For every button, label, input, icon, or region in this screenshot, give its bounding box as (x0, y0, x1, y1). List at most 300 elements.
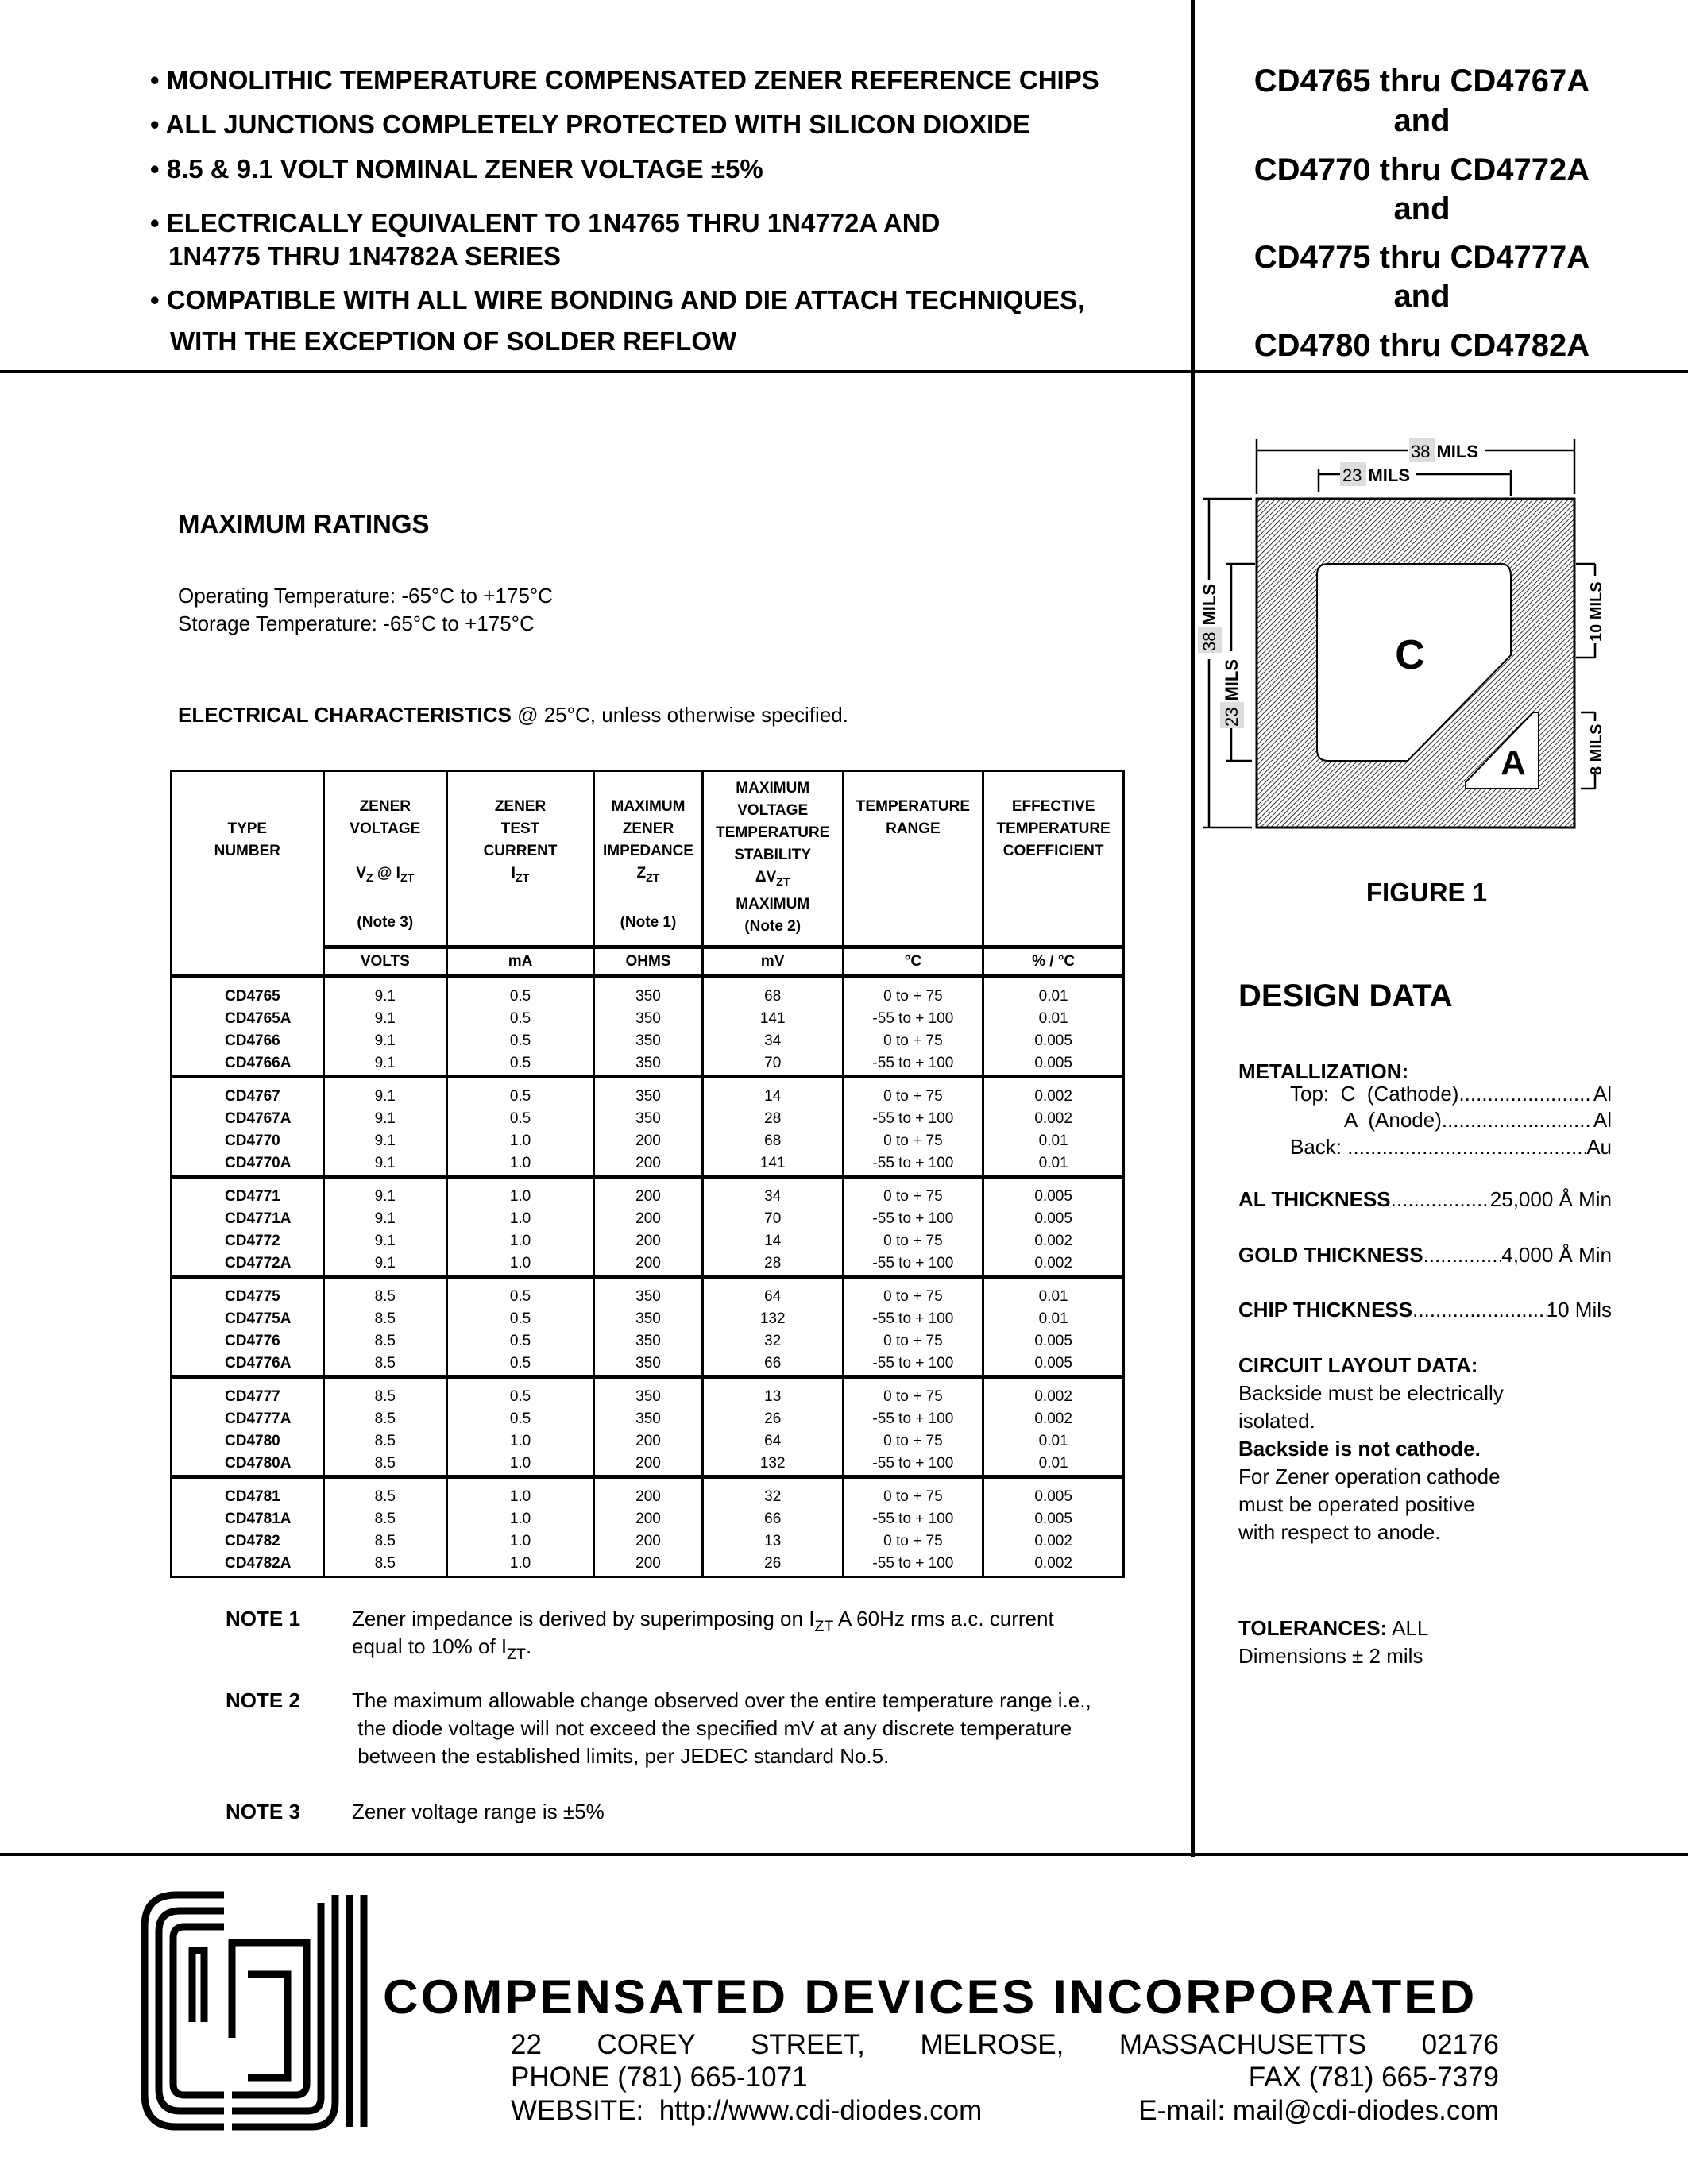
gold-value: 4,000 Å Min (1501, 1243, 1612, 1267)
table-value: 70 (764, 1055, 782, 1071)
note-1-end: . (525, 1634, 532, 1658)
value-cell (594, 1077, 703, 1177)
table-value: 350 (635, 1032, 661, 1049)
part-title-3: CD4775 thru CD4777A (1253, 240, 1590, 275)
circuit-line-4: For Zener operation cathode (1238, 1464, 1501, 1488)
table-value: 200 (635, 1210, 661, 1227)
table-value: 34 (764, 1188, 782, 1205)
column-header-line: CURRENT (483, 843, 558, 859)
table-value: 0.5 (509, 1010, 531, 1027)
table-value: -55 to + 100 (872, 1255, 954, 1271)
table-row-group (172, 977, 1124, 1077)
table-value: 0 to + 75 (883, 1233, 943, 1249)
table-value: 200 (635, 1488, 661, 1505)
type-number: CD4781A (225, 1511, 292, 1527)
note-1-part-a: Zener impedance is derived by superimposing on I (352, 1607, 815, 1630)
table-value: 350 (635, 1010, 661, 1027)
value-cell (594, 977, 703, 1077)
table-value: 8.5 (374, 1455, 396, 1472)
type-number-cell (172, 1477, 324, 1577)
value-cell (594, 1177, 703, 1277)
note-1-part-b: A 60Hz rms a.c. current (833, 1607, 1054, 1630)
table-value: 350 (635, 1355, 661, 1372)
note-2-line-3: between the established limits, per JEDEC standard No.5. (352, 1744, 890, 1768)
table-value: 0.005 (1034, 1355, 1072, 1372)
table-value: 8.5 (374, 1288, 396, 1305)
table-value: 8.5 (374, 1533, 396, 1549)
table-value: 132 (759, 1455, 786, 1472)
table-value: 200 (635, 1511, 661, 1527)
type-number: CD4772A (225, 1255, 292, 1271)
column-header-line: MAXIMUM (611, 798, 686, 815)
type-number-cell (172, 1377, 324, 1477)
table-value: 350 (635, 1388, 661, 1405)
circuit-line-1: Backside must be electrically (1238, 1381, 1504, 1405)
table-value: 9.1 (374, 1032, 396, 1049)
table-value: 28 (764, 1110, 782, 1127)
table-value: 9.1 (374, 1255, 396, 1271)
type-number: CD4770A (225, 1155, 292, 1171)
note-2-line-1: The maximum allowable change observed over the entire temperature range i.e., (352, 1688, 1091, 1712)
table-value: 0.5 (509, 1110, 531, 1127)
column-header-line (595, 889, 701, 912)
table-value: 350 (635, 1055, 661, 1071)
unit-cell: mA (446, 947, 593, 977)
column-header-line: (Note 3) (357, 913, 414, 931)
note-1-text (352, 1608, 1054, 1634)
type-number: CD4765 (225, 988, 280, 1005)
electrical-characteristics (178, 704, 848, 725)
note-1-part-c: equal to 10% of I (352, 1634, 508, 1658)
type-number: CD4780 (225, 1433, 280, 1449)
table-value: 350 (635, 1110, 661, 1127)
type-number: CD4771A (225, 1210, 292, 1227)
part-title-and-1: and (1393, 103, 1450, 138)
table-value: -55 to + 100 (872, 1310, 954, 1327)
unit-cell: mV (702, 947, 843, 977)
table-value: 8.5 (374, 1355, 396, 1372)
phone: PHONE (781) 665-1071 (511, 2062, 808, 2093)
anode-label: A (Anode) (1344, 1108, 1442, 1132)
value-cell (446, 1277, 593, 1377)
type-number: CD4770 (225, 1133, 280, 1149)
table-header-row (172, 771, 1124, 947)
design-data-heading: DESIGN DATA (1238, 978, 1453, 1013)
table-value: 1.0 (509, 1488, 531, 1505)
column-header-line: VOLTAGE (350, 820, 421, 837)
header-symbol-part: I (511, 865, 516, 882)
max-ratings-heading: MAXIMUM RATINGS (178, 509, 430, 538)
header-divider (0, 370, 1688, 373)
type-number: CD4780A (225, 1455, 292, 1472)
column-header-line: TEMPERATURE (716, 824, 830, 841)
type-number: CD4767A (225, 1110, 292, 1127)
column-header-line: COEFFICIENT (1002, 843, 1104, 859)
value-cell (843, 1277, 983, 1377)
column-header-line: TYPE (227, 820, 268, 837)
circuit-line-3: Backside is not cathode. (1238, 1437, 1481, 1461)
table-value: 0.5 (509, 1310, 531, 1327)
column-header-line: MAXIMUM (736, 780, 810, 797)
table-value: 14 (764, 1233, 782, 1249)
value-cell (983, 1277, 1124, 1377)
table-value: 200 (635, 1255, 661, 1271)
type-number: CD4781 (225, 1488, 280, 1505)
value-cell (702, 977, 843, 1077)
table-value: 13 (764, 1388, 782, 1405)
table-value: 26 (764, 1555, 782, 1572)
table-value: 1.0 (509, 1188, 531, 1205)
table-value: 0.01 (1038, 1288, 1068, 1305)
type-number: CD4775A (225, 1310, 292, 1327)
unit-cell: VOLTS (323, 947, 446, 977)
web-email-line (511, 2097, 1499, 2124)
table-value: 8.5 (374, 1333, 396, 1349)
value-cell (446, 1477, 593, 1577)
operating-temperature: Operating Temperature: -65°C to +175°C (178, 584, 553, 608)
table-value: 0.01 (1038, 1133, 1068, 1149)
table-value: 64 (764, 1433, 782, 1449)
column-header-line (595, 862, 701, 889)
chip-layout-figure (1192, 421, 1636, 850)
type-number-cell (172, 1077, 324, 1177)
value-cell (702, 1177, 843, 1277)
table-value: 0.5 (509, 1055, 531, 1071)
table-value: 0.5 (509, 1410, 531, 1427)
table-value: 32 (764, 1488, 782, 1505)
table-value: 0.5 (509, 1333, 531, 1349)
type-number: CD4776 (225, 1333, 280, 1349)
table-value: 1.0 (509, 1433, 531, 1449)
column-header (594, 771, 703, 947)
table-value: 0 to + 75 (883, 1188, 943, 1205)
table-value: 0.005 (1034, 1188, 1072, 1205)
header-symbol-part: ZT (776, 875, 790, 889)
table-value: 200 (635, 1233, 661, 1249)
value-cell (843, 1377, 983, 1477)
type-number-cell (172, 1277, 324, 1377)
metallization-top (1290, 1083, 1612, 1104)
table-value: 0 to + 75 (883, 1333, 943, 1349)
type-number-cell (172, 977, 324, 1077)
table-value: 0.002 (1034, 1555, 1072, 1572)
table-value: -55 to + 100 (872, 1010, 954, 1027)
company-name: COMPENSATED DEVICES INCORPORATED (383, 1970, 1477, 2024)
fax: FAX (781) 665-7379 (1248, 2062, 1499, 2093)
table-value: 132 (759, 1310, 786, 1327)
table-value: 8.5 (374, 1488, 396, 1505)
al-thickness (1238, 1189, 1612, 1210)
type-number: CD4772 (225, 1233, 280, 1249)
column-header-line (704, 866, 842, 893)
value-cell (323, 1377, 446, 1477)
table-value: 9.1 (374, 1188, 396, 1205)
table-value: 8.5 (374, 1410, 396, 1427)
value-cell (983, 977, 1124, 1077)
type-number: CD4776A (225, 1355, 292, 1372)
website-link[interactable]: WEBSITE: http://www.cdi-diodes.com (511, 2095, 983, 2126)
type-number: CD4766 (225, 1032, 280, 1049)
table-value: 0 to + 75 (883, 1088, 943, 1105)
value-cell (323, 1077, 446, 1177)
note-2-line-2: the diode voltage will not exceed the specified mV at any discrete temperature (352, 1716, 1072, 1740)
table-value: 0.002 (1034, 1533, 1072, 1549)
unit-cell: °C (843, 947, 983, 977)
figure-caption: FIGURE 1 (1365, 878, 1488, 907)
column-header-line: (Note 1) (620, 913, 677, 931)
unit-cell: OHMS (594, 947, 703, 977)
table-value: 1.0 (509, 1455, 531, 1472)
table-value: -55 to + 100 (872, 1355, 954, 1372)
table-value: 200 (635, 1455, 661, 1472)
table-value: 1.0 (509, 1555, 531, 1572)
value-cell (594, 1277, 703, 1377)
table-value: 0.002 (1034, 1233, 1072, 1249)
table-value: 0 to + 75 (883, 1433, 943, 1449)
part-title-and-2: and (1393, 191, 1450, 226)
dim-right-top: 10 MILS (1588, 581, 1605, 642)
table-value: 0.005 (1034, 1511, 1072, 1527)
table-row-group (172, 1277, 1124, 1377)
unit-cell: % / °C (983, 947, 1124, 977)
dim-width-inner: 23 MILS (1342, 465, 1411, 485)
value-cell (323, 977, 446, 1077)
circuit-layout-heading: CIRCUIT LAYOUT DATA: (1238, 1353, 1478, 1377)
column-header (702, 771, 843, 947)
phone-fax-line (511, 2063, 1499, 2091)
table-value: 1.0 (509, 1533, 531, 1549)
table-value: 0.005 (1034, 1210, 1072, 1227)
table-value: 0.005 (1034, 1488, 1072, 1505)
table-value: 68 (764, 988, 782, 1005)
metallization-heading: METALLIZATION: (1238, 1059, 1409, 1083)
table-row-group (172, 1477, 1124, 1577)
column-header-line: ZENER (622, 820, 674, 837)
metallization-back (1290, 1136, 1612, 1157)
column-header (172, 771, 324, 977)
circuit-line-5: must be operated positive (1238, 1492, 1475, 1516)
column-header-line: VOLTAGE (737, 802, 809, 819)
table-value: 9.1 (374, 1155, 396, 1171)
table-value: 350 (635, 1410, 661, 1427)
table-value: 0.5 (509, 1288, 531, 1305)
table-value: 9.1 (374, 1088, 396, 1105)
value-cell (983, 1377, 1124, 1477)
part-title-and-3: and (1393, 279, 1450, 314)
column-header (983, 771, 1124, 947)
top-label: Top: C (Cathode) (1290, 1082, 1459, 1106)
table-value: 8.5 (374, 1388, 396, 1405)
metallization-anode (1344, 1109, 1612, 1130)
table-value: 26 (764, 1410, 782, 1427)
table-value: -55 to + 100 (872, 1110, 954, 1127)
column-header (446, 771, 593, 947)
chip-value: 10 Mils (1546, 1298, 1612, 1322)
table-value: 0 to + 75 (883, 988, 943, 1005)
table-value: 9.1 (374, 1110, 396, 1127)
feature-3: • 8.5 & 9.1 VOLT NOMINAL ZENER VOLTAGE ±5% (150, 154, 763, 183)
table-value: 200 (635, 1155, 661, 1171)
dim-right-bottom: 8 MILS (1588, 723, 1605, 775)
part-title-4: CD4780 thru CD4782A (1253, 328, 1590, 363)
part-title-2: CD4770 thru CD4772A (1253, 152, 1590, 187)
note-1-sub-2: ZT (507, 1645, 526, 1663)
value-cell (843, 1077, 983, 1177)
column-header-line (325, 862, 446, 889)
column-header-line: MAXIMUM (736, 895, 810, 913)
table-value: 0.01 (1038, 1155, 1068, 1171)
table-value: 0.5 (509, 1388, 531, 1405)
feature-4: • ELECTRICALLY EQUIVALENT TO 1N4765 THRU 1N4772A AND (150, 208, 941, 237)
table-value: 8.5 (374, 1511, 396, 1527)
note-1-sub: ZT (814, 1617, 834, 1635)
table-value: 0.01 (1038, 1433, 1068, 1449)
table-value: 350 (635, 1333, 661, 1349)
al-value: 25,000 Å Min (1489, 1187, 1612, 1211)
table-value: 8.5 (374, 1310, 396, 1327)
email-link[interactable]: E-mail: mail@cdi-diodes.com (1138, 2095, 1499, 2126)
value-cell (446, 977, 593, 1077)
anode-value: Al (1593, 1108, 1612, 1132)
column-header-line: STABILITY (734, 847, 812, 863)
table-value: 0.5 (509, 1088, 531, 1105)
table-value: 0.5 (509, 988, 531, 1005)
value-cell (323, 1177, 446, 1277)
table-value: 0 to + 75 (883, 1133, 943, 1149)
table-value: 0.002 (1034, 1088, 1072, 1105)
table-value: 350 (635, 1288, 661, 1305)
al-label: AL THICKNESS (1238, 1187, 1391, 1211)
table-value: 9.1 (374, 1010, 396, 1027)
type-number-cell (172, 1177, 324, 1277)
part-title-1: CD4765 thru CD4767A (1253, 64, 1590, 98)
value-cell (843, 1177, 983, 1277)
column-header-line (448, 862, 593, 889)
column-header (843, 771, 983, 947)
table-value: 0.002 (1034, 1388, 1072, 1405)
dim-height-total: 38MILS (1199, 583, 1219, 651)
electrical-characteristics-table (170, 770, 1125, 1578)
table-value: 0 to + 75 (883, 1288, 943, 1305)
table-value: 1.0 (509, 1133, 531, 1149)
table-value: 0.01 (1038, 1455, 1068, 1472)
column-header-line (325, 840, 446, 862)
header-symbol-part: @ I (373, 865, 400, 882)
value-cell (983, 1477, 1124, 1577)
table-value: -55 to + 100 (872, 1155, 954, 1171)
chip-label: CHIP THICKNESS (1238, 1298, 1413, 1322)
table-value: 0.5 (509, 1032, 531, 1049)
table-value: 0.002 (1034, 1110, 1072, 1127)
column-header-line: EFFECTIVE (1011, 798, 1095, 815)
value-cell (446, 1077, 593, 1177)
table-value: 1.0 (509, 1233, 531, 1249)
tolerances-label: TOLERANCES: (1238, 1616, 1388, 1640)
table-value: 200 (635, 1188, 661, 1205)
column-header-line: ZENER (494, 798, 547, 815)
cdi-logo (137, 1879, 375, 2137)
table-value: 141 (759, 1155, 786, 1171)
circuit-line-2: isolated. (1238, 1409, 1315, 1433)
circuit-line-6: with respect to anode. (1238, 1520, 1441, 1544)
table-value: 9.1 (374, 1133, 396, 1149)
column-header-line: (Note 2) (744, 917, 802, 935)
table-value: -55 to + 100 (872, 1555, 954, 1572)
value-cell (702, 1077, 843, 1177)
dim-width-total: 38 MILS (1411, 442, 1479, 461)
tolerance-dimensions: Dimensions ± 2 mils (1238, 1644, 1423, 1668)
table-value: 64 (764, 1288, 782, 1305)
table-value: 32 (764, 1333, 782, 1349)
type-number: CD4771 (225, 1188, 280, 1205)
cathode-label: C (1395, 632, 1425, 678)
column-header-line: RANGE (886, 820, 941, 837)
table-value: 350 (635, 988, 661, 1005)
column-header-line (325, 889, 446, 912)
table-value: 66 (764, 1355, 782, 1372)
footer-divider (0, 1853, 1688, 1856)
table-value: 28 (764, 1255, 782, 1271)
anode-label: A (1501, 743, 1526, 782)
company-address: 22 COREY STREET, MELROSE, MASSACHUSETTS 02176 (511, 2029, 1499, 2060)
value-cell (323, 1477, 446, 1577)
type-number: CD4777A (225, 1410, 292, 1427)
value-cell (594, 1477, 703, 1577)
feature-5: • COMPATIBLE WITH ALL WIRE BONDING AND DIE ATTACH TECHNIQUES, (150, 285, 1085, 314)
electrical-condition: @ 25°C, unless otherwise specified. (511, 703, 848, 727)
type-number: CD4777 (225, 1388, 280, 1405)
column-header-line: TEMPERATURE (996, 820, 1111, 837)
gold-label: GOLD THICKNESS (1238, 1243, 1423, 1267)
type-number: CD4765A (225, 1010, 292, 1027)
tolerances (1238, 1618, 1428, 1638)
chip-thickness (1238, 1299, 1612, 1320)
column-header-line: IMPEDANCE (602, 843, 693, 859)
note-3-label: NOTE 3 (226, 1800, 300, 1823)
table-value: 1.0 (509, 1210, 531, 1227)
table-value: -55 to + 100 (872, 1410, 954, 1427)
column-header-line: NUMBER (214, 843, 280, 859)
table-value: 68 (764, 1133, 782, 1149)
table-value: 200 (635, 1433, 661, 1449)
dim-height-inner: 23MILS (1222, 658, 1242, 727)
value-cell (843, 1477, 983, 1577)
value-cell (323, 1277, 446, 1377)
table-value: 200 (635, 1533, 661, 1549)
table-value: -55 to + 100 (872, 1210, 954, 1227)
type-number: CD4782 (225, 1533, 280, 1549)
value-cell (446, 1177, 593, 1277)
table-value: 0 to + 75 (883, 1533, 943, 1549)
header-symbol-part: Z (365, 871, 373, 885)
table-value: 9.1 (374, 988, 396, 1005)
table-value: 0.002 (1034, 1410, 1072, 1427)
table-value: 66 (764, 1511, 782, 1527)
feature-2: • ALL JUNCTIONS COMPLETELY PROTECTED WITH SILICON DIOXIDE (150, 110, 1030, 139)
type-number: CD4782A (225, 1555, 292, 1572)
table-value: 34 (764, 1032, 782, 1049)
column-header-line: TEMPERATURE (856, 798, 971, 815)
table-value: 0.01 (1038, 988, 1068, 1005)
back-value: Au (1586, 1135, 1612, 1159)
table-value: 1.0 (509, 1511, 531, 1527)
column-header-line: TEST (500, 820, 540, 837)
value-cell (446, 1377, 593, 1477)
feature-5-cont: WITH THE EXCEPTION OF SOLDER REFLOW (170, 326, 737, 356)
table-value: 0.002 (1034, 1255, 1072, 1271)
table-value: 0 to + 75 (883, 1488, 943, 1505)
note-1-text-line2 (352, 1636, 531, 1662)
